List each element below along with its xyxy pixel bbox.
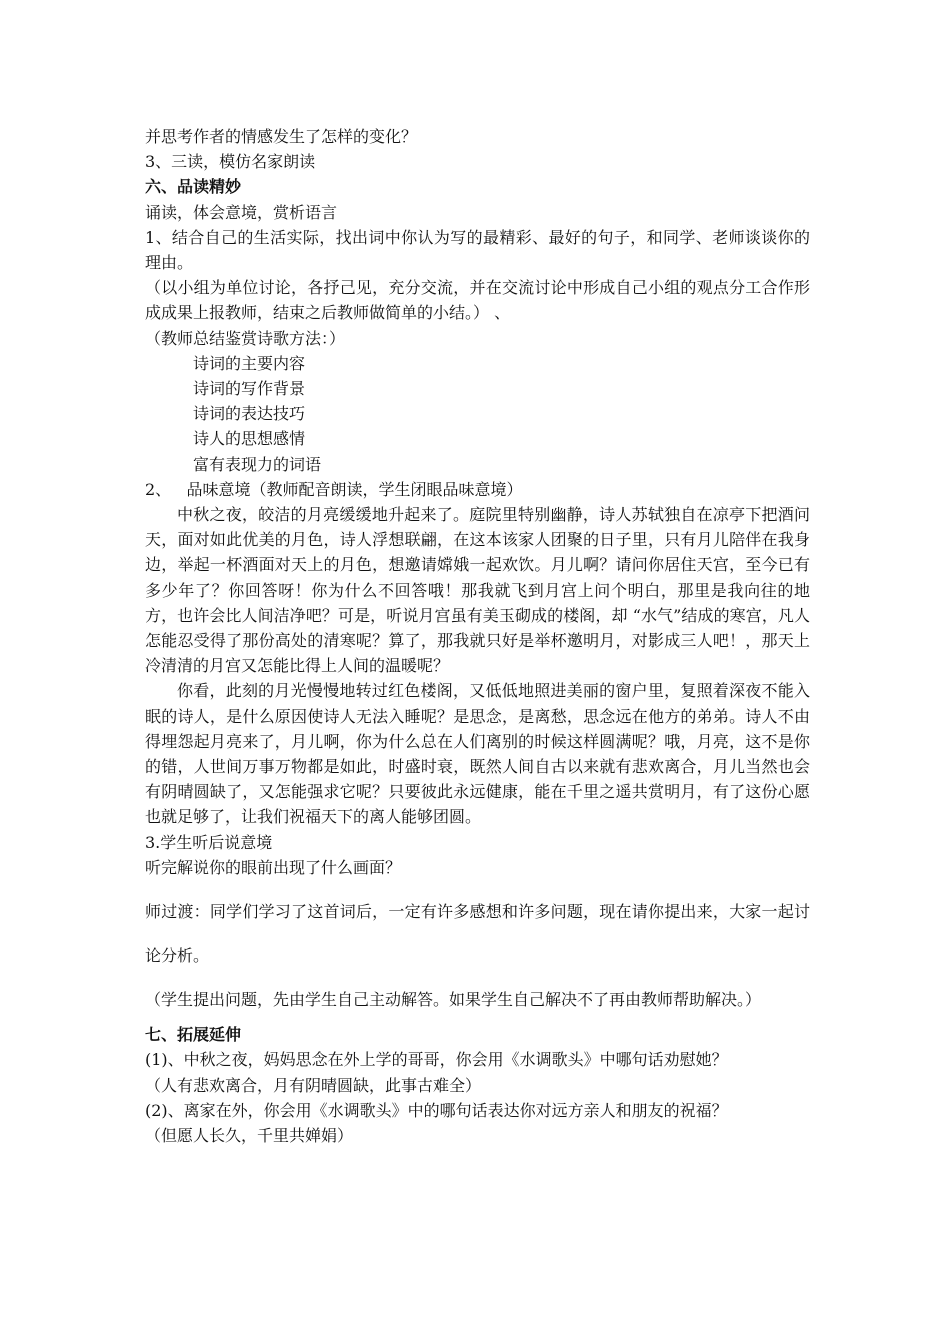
method-item: 诗词的表达技巧: [193, 404, 306, 424]
group-discussion-note: （以小组为单位讨论，各抒己见，充分交流，并在交流讨论中形成自己小组的观点分工合作形成成果上报教师，结束之后教师做简单的小结。） 、: [145, 278, 810, 323]
section6-item-1: 1、结合自己的生活实际，找出词中你认为写的最精彩、最好的句子，和同学、老师谈谈你的理由。: [145, 227, 810, 273]
method-item: 诗词的写作背景: [193, 379, 306, 399]
extension-answer-2: （但愿人长久，千里共婵娟）: [145, 1125, 354, 1145]
text-line-third-reading: 3、三读，模仿名家朗读: [145, 152, 316, 172]
method-item: 富有表现力的词语: [193, 454, 322, 474]
method-item: 诗词的主要内容: [193, 353, 306, 373]
section6-item-2: 2、 品味意境（教师配音朗读，学生闭眼品味意境）: [145, 479, 523, 499]
section6-item-3: 3.学生听后说意境: [145, 832, 273, 852]
mood-paragraph-1: 中秋之夜，皎洁的月亮缓缓地升起来了。庭院里特别幽静，诗人苏轼独自在凉亭下把酒问天，面对如此优美的月色，诗人浮想联翩，在这本该家人团聚的日子里，只有月儿陪伴在我身边，举起一杯酒面对天上的月色，想邀请嫦娥一起欢饮。月儿啊？请问你居住天宫，至今已有多少年了？你回答呀！你为什么不回答哦！那我就飞到月宫上问个明白，那里是我向往的地方，也许会比人间洁净吧？可是，听说月宫虽有美玉砌成的楼阁，却 “水气”结成的寒宫，凡人怎能忍受得了那份高处的清寒呢？算了，那我就只好是举杯邀明月，对影成三人吧！，那天上冷清清的月宫又怎能比得上人间的温暖呢？: [145, 505, 810, 676]
teacher-summary-note: （教师总结鉴赏诗歌方法：）: [145, 328, 346, 348]
student-question-note: （学生提出问题，先由学生自己主动解答。如果学生自己解决不了再由教师帮助解决。）: [145, 990, 762, 1010]
extension-question-2: (2)、离家在外，你会用《水调歌头》中的哪句话表达你对远方亲人和朋友的祝福？: [145, 1100, 728, 1120]
section-heading-6: 六、品读精妙: [145, 177, 242, 197]
text-line-reflection: 并思考作者的情感发生了怎样的变化？: [145, 127, 418, 146]
teacher-transition: 师过渡：同学们学习了这首词后，一定有许多感想和许多问题，现在请你提出来，大家一起讨论分析。: [145, 902, 810, 966]
mood-paragraph-2: 你看，此刻的月光慢慢地转过红色楼阁，又低低地照进美丽的窗户里，复照着深夜不能入眠的诗人，是什么原因使诗人无法入睡呢？是思念，是离愁，思念远在他方的弟弟。诗人不由得埋怨起月亮来了，月儿啊，你为什么总在人们离别的时候这样圆满呢？哦，月亮，这不是你的错，人世间万事万物都是如此，时盛时衰，既然人间自古以来就有悲欢离合，月儿当然也会有阴晴圆缺了，又怎能强求它呢？只要彼此永远健康，能在千里之遥共赏明月，有了这份心愿也就足够了，让我们祝福天下的离人能够团圆。: [145, 681, 810, 827]
section6-intro: 诵读，体会意境，赏析语言: [145, 202, 338, 222]
extension-answer-1: （人有悲欢离合，月有阴晴圆缺，此事古难全）: [145, 1075, 482, 1095]
extension-question-1: (1)、中秋之夜，妈妈思念在外上学的哥哥，你会用《水调歌头》中哪句话劝慰她？: [145, 1050, 728, 1070]
document-page: [145, 124, 810, 1148]
section6-item-3-question: 听完解说你的眼前出现了什么画面？: [145, 857, 402, 877]
method-item: 诗人的思想感情: [193, 429, 306, 449]
section-heading-7: 七、拓展延伸: [145, 1025, 242, 1045]
